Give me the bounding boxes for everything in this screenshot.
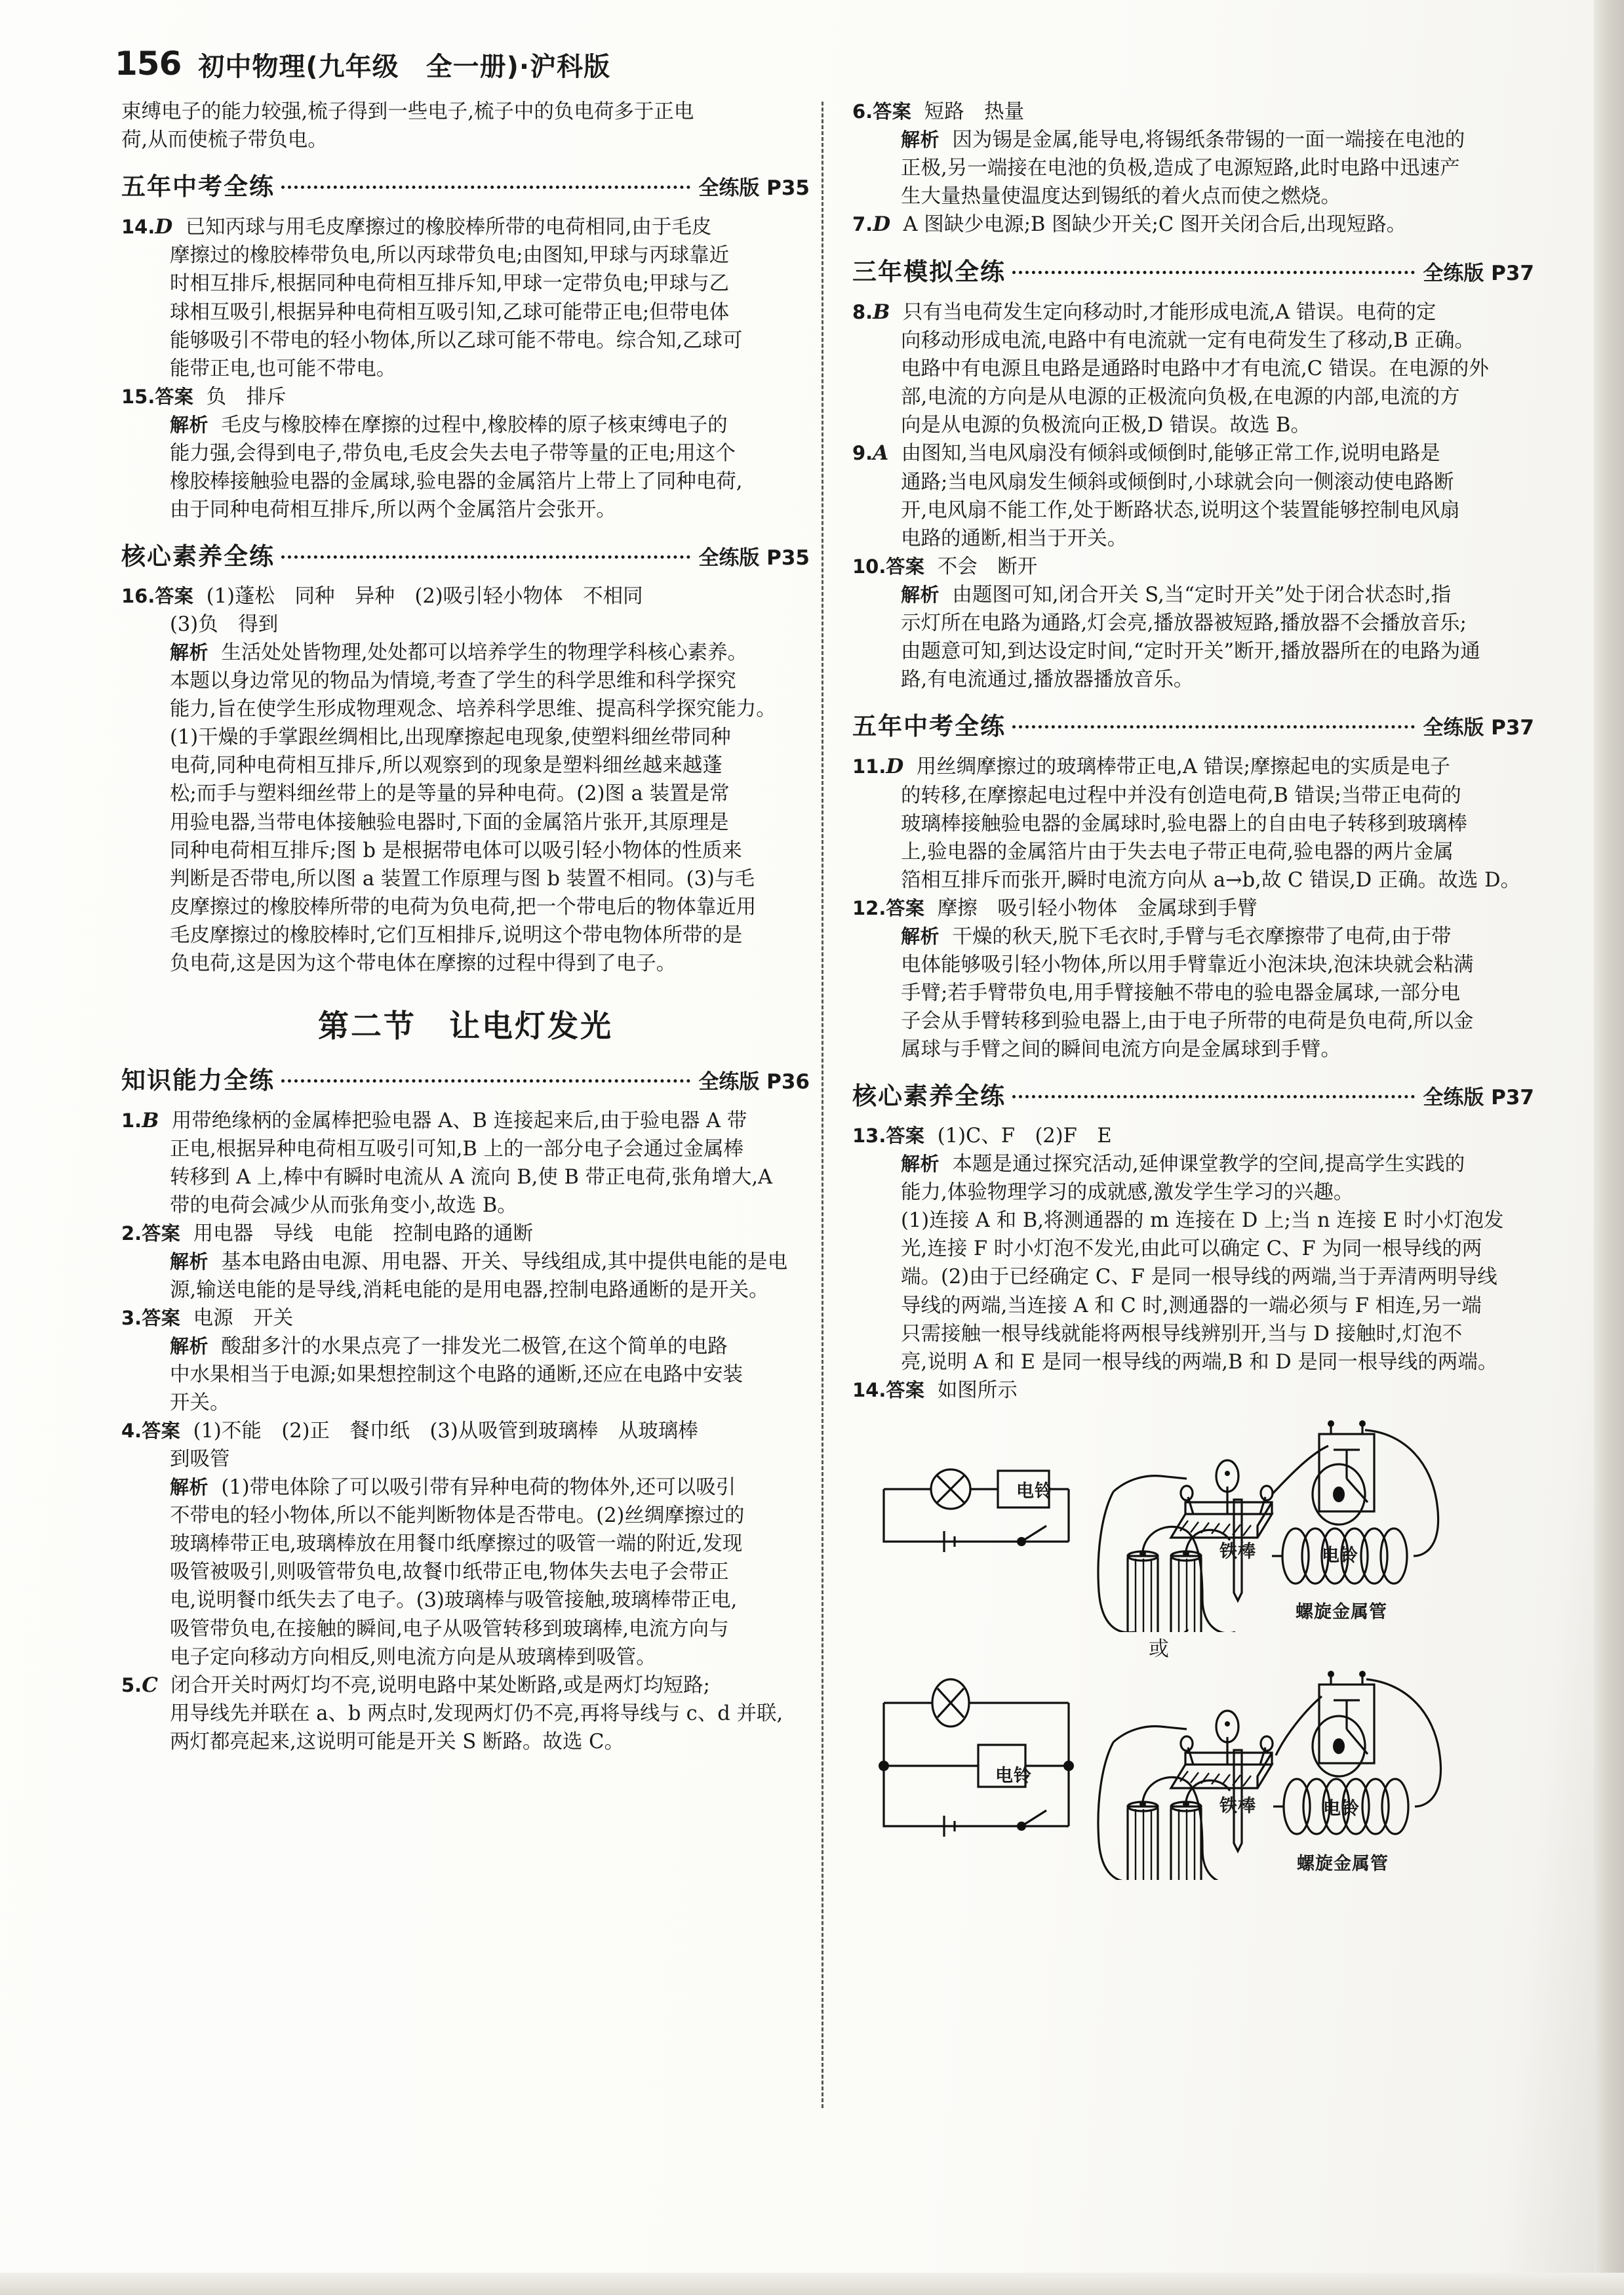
item-10 xyxy=(852,553,1534,580)
item-4-answer-line: 到吸管 xyxy=(170,1448,230,1471)
item-5-line: 用导线先并联在 a、b 两点时,发现两灯仍不亮,再将导线与 c、d 并联, xyxy=(170,1702,783,1726)
item-15 xyxy=(121,384,810,410)
bell-lower xyxy=(1313,1671,1374,1776)
item-12-explain xyxy=(852,923,1534,950)
item-16-explain xyxy=(121,639,810,666)
item-11-line: 玻璃棒接触验电器的金属球时,验电器上的自由电子转移到玻璃棒 xyxy=(901,812,1467,835)
item-answer-letter: A xyxy=(873,441,889,466)
item-number: 14. xyxy=(121,215,155,238)
item-2-explain xyxy=(121,1248,810,1275)
item-text: 已知丙球与用毛皮摩擦过的橡胶棒所带的电荷相同,由于毛皮 xyxy=(185,215,712,239)
page-number: 156 xyxy=(115,45,182,83)
item-12-explain-line: 手臂;若手臂带负电,用手臂接触不带电的验电器金属球,一部分电 xyxy=(901,981,1461,1005)
item-16-explain-line: 电荷,同种电荷相互排斥,所以观察到的现象是塑料细丝越来越蓬 xyxy=(170,754,723,778)
continuation-line: 荷,从而使梳子带负电。 xyxy=(121,129,328,152)
item-1-line: 转移到 A 上,棒中有瞬时电流从 A 流向 B,使 B 带正电荷,张角增大,A xyxy=(170,1166,773,1189)
figure-label-iron-rod: 铁棒 xyxy=(1219,1541,1256,1562)
item-answer-letter: D xyxy=(155,214,173,239)
explain-label: 解析 xyxy=(170,413,209,436)
item-text: A 图缺少电源;B 图缺少开关;C 图开关闭合后,出现短路。 xyxy=(903,213,1407,237)
item-9 xyxy=(852,440,1534,468)
page-right-edge-shadow xyxy=(1594,0,1624,2295)
answer-label: 答案 xyxy=(886,1125,925,1148)
item-4-explain-line: 电子定向移动方向相反,则电流方向是从玻璃棒到吸管。 xyxy=(170,1645,656,1669)
answer-text: 电源 开关 xyxy=(193,1307,294,1330)
page-bottom-edge-shadow xyxy=(0,2273,1624,2295)
explain-text: 酸甜多汁的水果点亮了一排发光二极管,在这个简单的电路 xyxy=(221,1335,728,1359)
section-page-ref: 全练版 P35 xyxy=(698,546,810,570)
item-16-explain-line: (1)干燥的手掌跟丝绸相比,出现摩擦起电现象,使塑料细丝带同种 xyxy=(170,726,731,749)
chapter-title: 第二节 让电灯发光 xyxy=(318,1008,613,1045)
item-12-explain-line: 电体能够吸引轻小物体,所以用手臂靠近小泡沫块,泡沫块就会粘满 xyxy=(901,953,1474,976)
item-number: 1. xyxy=(121,1109,142,1132)
explain-label: 解析 xyxy=(901,129,940,151)
figure-lower-svg xyxy=(852,1664,1534,1880)
item-14-line: 能带正电,也可能不带电。 xyxy=(170,357,397,380)
leader-dots xyxy=(281,555,690,559)
item-10-explain-line: 示灯所在电路为通路,灯会亮,播放器被短路,播放器不会播放音乐; xyxy=(901,612,1467,635)
item-13-explain-line: 光,连接 F 时小灯泡不发光,由此可以确定 C、F 为同一根导线的两 xyxy=(901,1237,1482,1261)
item-number: 10. xyxy=(852,555,886,578)
item-4 xyxy=(121,1418,810,1445)
item-13-explain-line: 只需接触一根导线就能将两根导线辨别开,当与 D 接触时,灯泡不 xyxy=(901,1322,1463,1346)
section-heading-zhishi-nengli xyxy=(121,1064,810,1097)
figure-label-bell-lower: 电铃 xyxy=(1323,1798,1360,1819)
item-1 xyxy=(121,1108,810,1135)
item-14-line: 摩擦过的橡胶棒带负电,所以丙球带负电;由图知,甲球与丙球靠近 xyxy=(170,244,730,268)
item-12-explain-line: 属球与手臂之间的瞬间电流方向是金属球到手臂。 xyxy=(901,1037,1341,1061)
section-title: 五年中考全练 xyxy=(852,712,1006,741)
item-3-explain xyxy=(121,1333,810,1360)
item-2 xyxy=(121,1220,810,1247)
section-title: 五年中考全练 xyxy=(121,172,275,201)
explain-text: 由题图可知,闭合开关 S,当“定时开关”处于闭合状态时,指 xyxy=(952,584,1452,607)
item-13 xyxy=(852,1123,1534,1149)
item-number: 13. xyxy=(852,1125,886,1148)
figure-label-bell-box-lower: 电铃 xyxy=(995,1765,1032,1786)
item-number: 9. xyxy=(852,442,873,465)
item-10-explain-line: 由题意可知,到达设定时间,“定时开关”断开,播放器所在的电路为通 xyxy=(901,640,1480,664)
figure-upper-svg xyxy=(852,1416,1534,1632)
explain-label: 解析 xyxy=(170,1250,209,1273)
lower-parallel-circuit xyxy=(879,1679,1074,1837)
item-answer-letter: D xyxy=(886,754,904,778)
section-heading-wunian-zhongkao-2 xyxy=(852,710,1534,743)
figure-label-spiral-tube-lower: 螺旋金属管 xyxy=(1297,1853,1389,1874)
answer-label: 答案 xyxy=(873,100,912,123)
section-title: 核心素养全练 xyxy=(121,542,275,570)
item-5-line: 两灯都亮起来,这说明可能是开关 S 断路。故选 C。 xyxy=(170,1730,625,1754)
explain-label: 解析 xyxy=(170,641,209,664)
item-1-line: 正电,根据异种电荷相互吸引可知,B 上的一部分电子会通过金属棒 xyxy=(170,1138,743,1161)
figure-label-bell-box: 电铃 xyxy=(1016,1481,1053,1502)
item-9-line: 开,电风扇不能工作,处于断路状态,说明这个装置能够控制电风扇 xyxy=(901,498,1460,522)
item-11-line: 上,验电器的金属箔片由于失去电子带正电荷,验电器的两片金属 xyxy=(901,840,1454,864)
item-13-explain-line: 端。(2)由于已经确定 C、F 是同一根导线的两端,当于弄清两明导线 xyxy=(901,1266,1497,1289)
item-text: 只有当电荷发生定向移动时,才能形成电流,A 错误。电荷的定 xyxy=(902,300,1436,324)
item-15-explain xyxy=(121,412,810,439)
lower-bell-assembly xyxy=(1098,1671,1440,1880)
right-column xyxy=(852,98,1534,1874)
explain-text: 干燥的秋天,脱下毛衣时,手臂与毛衣摩擦带了电荷,由于带 xyxy=(952,925,1452,948)
item-number: 8. xyxy=(852,300,873,323)
item-16-explain-line: 判断是否带电,所以图 a 装置工作原理与图 b 装置不相同。(3)与毛 xyxy=(170,867,755,890)
item-15-explain-line: 由于同种电荷相互排斥,所以两个金属箔片会张开。 xyxy=(170,498,616,521)
leader-dots xyxy=(1012,725,1415,728)
item-14-line: 能够吸引不带电的轻小物体,所以乙球可能不带电。综合知,乙球可 xyxy=(170,329,743,352)
item-11-line: 箔相互排斥而张开,瞬时电流方向从 a→b,故 C 错误,D 正确。故选 D。 xyxy=(901,868,1521,892)
figure-label-bell: 电铃 xyxy=(1322,1545,1358,1566)
section-page-ref: 全练版 P37 xyxy=(1423,261,1534,285)
answer-label: 答案 xyxy=(155,585,194,608)
explain-text: 毛皮与橡胶棒在摩擦的过程中,橡胶棒的原子核束缚电子的 xyxy=(221,413,728,437)
item-16-explain-line: 负电荷,这是因为这个带电体在摩擦的过程中得到了电子。 xyxy=(170,951,677,975)
item-4-explain-line: 不带电的轻小物体,所以不能判断物体是否带电。(2)丝绸摩擦过的 xyxy=(170,1504,745,1528)
item-13-explain xyxy=(852,1151,1534,1178)
item-15-explain-line: 能力强,会得到电子,带负电,毛皮会失去电子带等量的正电;用这个 xyxy=(170,441,736,465)
section-heading-hexin-suyang-2 xyxy=(852,1080,1534,1113)
item-12 xyxy=(852,895,1534,922)
item-16-answer-line: (3)负 得到 xyxy=(170,613,279,637)
answer-text: 负 排斥 xyxy=(206,385,287,409)
answer-label: 答案 xyxy=(142,1222,181,1245)
figure-label-iron-rod-lower: 铁棒 xyxy=(1219,1795,1256,1816)
item-16-explain-line: 用验电器,当带电体接触验电器时,下面的金属箔片张开,其原理是 xyxy=(170,810,729,834)
item-10-explain-line: 路,有电流通过,播放器播放音乐。 xyxy=(901,668,1194,692)
item-16-explain-line: 毛皮摩擦过的橡胶棒时,它们互相排斥,说明这个带电物体所带的是 xyxy=(170,923,743,947)
knife-switch xyxy=(1171,1460,1273,1538)
item-11-line: 的转移,在摩擦起电过程中并没有创造电荷,B 错误;当带正电荷的 xyxy=(901,784,1461,807)
knife-switch-lower xyxy=(1171,1711,1273,1788)
explain-label: 解析 xyxy=(901,584,940,606)
section-page-ref: 全练版 P35 xyxy=(698,176,810,201)
item-number: 12. xyxy=(852,896,886,919)
leader-dots xyxy=(281,186,690,189)
item-5 xyxy=(121,1672,810,1700)
continuation-line: 束缚电子的能力较强,梳子得到一些电子,梳子中的负电荷多于正电 xyxy=(121,100,694,123)
item-14-answer xyxy=(852,1377,1534,1404)
item-7 xyxy=(852,211,1534,239)
explain-label: 解析 xyxy=(170,1335,209,1358)
item-text: 用丝绸摩擦过的玻璃棒带正电,A 错误;摩擦起电的实质是电子 xyxy=(916,755,1450,778)
item-14-line: 时相互排斥,根据同种电荷相互排斥知,甲球一定带负电;甲球与乙 xyxy=(170,272,730,296)
section-heading-sannian-moni xyxy=(852,256,1534,289)
explain-text: 本题是通过探究活动,延伸课堂教学的空间,提高学生实践的 xyxy=(952,1153,1465,1176)
column-divider xyxy=(822,102,823,2108)
page-header xyxy=(115,45,1426,83)
item-number: 4. xyxy=(121,1420,142,1443)
answer-text: 摩擦 吸引轻小物体 金属球到手臂 xyxy=(937,896,1258,920)
item-number: 6. xyxy=(852,100,873,123)
answer-label: 答案 xyxy=(142,1420,181,1443)
item-answer-letter: D xyxy=(873,212,891,237)
item-number: 11. xyxy=(852,755,886,778)
item-16-explain-line: 同种电荷相互排斥;图 b 是根据带电体可以吸引轻小物体的性质来 xyxy=(170,839,742,862)
answer-figure xyxy=(852,1416,1534,1874)
item-16-explain-line: 能力,旨在使学生形成物理观念、培养科学思维、提高科学探究能力。 xyxy=(170,698,776,721)
item-number: 2. xyxy=(121,1222,142,1245)
item-4-explain xyxy=(121,1474,810,1501)
item-number: 5. xyxy=(121,1673,142,1696)
item-text: 由图知,当电风扇没有倾斜或倾倒时,能够正常工作,说明电路是 xyxy=(901,442,1440,466)
item-8-line: 向移动形成电流,电路中有电流就一定有电荷发生了移动,B 正确。 xyxy=(901,329,1475,353)
answer-text: (1)C、F (2)F E xyxy=(937,1125,1112,1148)
item-4-explain-line: 玻璃棒带正电,玻璃棒放在用餐巾纸摩擦过的吸管一端的附近,发现 xyxy=(170,1532,743,1556)
item-15-explain-line: 橡胶棒接触验电器的金属球,验电器的金属箔片上带上了同种电荷, xyxy=(170,469,743,493)
item-1-line: 带的电荷会减少从而张角变小,故选 B。 xyxy=(170,1194,517,1218)
item-number: 7. xyxy=(852,213,873,236)
item-16-explain-line: 本题以身边常见的物品为情境,考查了学生的科学思维和科学探究 xyxy=(170,669,736,693)
section-heading-hexin-suyang xyxy=(121,540,810,573)
figure-label-spiral-tube: 螺旋金属管 xyxy=(1296,1601,1387,1622)
item-8-line: 电路中有电源且电路是通路时电路中才有电流,C 错误。在电源的外 xyxy=(901,357,1489,381)
item-12-explain-line: 子会从手臂转移到验电器上,由于电子所带的电荷是负电荷,所以金 xyxy=(901,1009,1474,1033)
item-8-line: 部,电流的方向是从电源的正极流向负极,在电源的内部,电流的方 xyxy=(901,386,1460,409)
item-13-explain-line: 亮,说明 A 和 E 是同一根导线的两端,B 和 D 是同一根导线的两端。 xyxy=(901,1350,1498,1374)
section-page-ref: 全练版 P37 xyxy=(1423,1085,1534,1109)
item-13-explain-line: 导线的两端,当连接 A 和 C 时,测通器的一端必须与 F 相连,另一端 xyxy=(901,1294,1482,1317)
item-6-explain-line: 正极,另一端接在电池的负极,造成了电源短路,此时电路中迅速产 xyxy=(901,157,1460,180)
item-11 xyxy=(852,753,1534,781)
explain-label: 解析 xyxy=(170,1476,209,1499)
item-6-explain xyxy=(852,127,1534,153)
explain-text: (1)带电体除了可以吸引带有异种电荷的物体外,还可以吸引 xyxy=(221,1476,736,1500)
item-text: 用带绝缘柄的金属棒把验电器 A、B 连接起来后,由于验电器 A 带 xyxy=(171,1109,747,1132)
answer-text: 短路 热量 xyxy=(924,100,1025,123)
item-14-line: 球相互吸引,根据异种电荷相互吸引知,乙球可能带正电;但带电体 xyxy=(170,300,730,324)
item-6 xyxy=(852,98,1534,125)
leader-dots xyxy=(281,1079,690,1083)
leader-dots xyxy=(1012,1095,1415,1098)
item-10-explain xyxy=(852,582,1534,609)
item-3 xyxy=(121,1305,810,1332)
section-title: 三年模拟全练 xyxy=(852,257,1006,286)
answer-label: 答案 xyxy=(886,896,925,919)
item-14 xyxy=(121,214,810,241)
item-8-line: 向是从电源的负极流向正极,D 错误。故选 B。 xyxy=(901,414,1311,437)
book-title: 初中物理(九年级 全一册)·沪科版 xyxy=(198,52,611,82)
answer-text: 如图所示 xyxy=(937,1378,1018,1402)
item-answer-letter: B xyxy=(873,300,890,324)
answer-text: (1)不能 (2)正 餐巾纸 (3)从吸管到玻璃棒 从玻璃棒 xyxy=(193,1420,698,1443)
answer-text: (1)蓬松 同种 异种 (2)吸引轻小物体 不相同 xyxy=(206,585,643,609)
item-4-explain-line: 吸管被吸引,则吸管带负电,故餐巾纸带正电,物体失去电子会带正 xyxy=(170,1561,729,1584)
item-number: 15. xyxy=(121,385,155,408)
section-title: 核心素养全练 xyxy=(852,1081,1006,1110)
section-page-ref: 全练版 P37 xyxy=(1423,716,1534,740)
item-13-explain-line: 能力,体验物理学习的成就感,激发学生学习的兴趣。 xyxy=(901,1181,1354,1205)
answer-label: 答案 xyxy=(155,385,194,408)
item-answer-letter: C xyxy=(142,1673,158,1697)
item-9-line: 电路的通断,相当于开关。 xyxy=(901,527,1128,550)
explain-label: 解析 xyxy=(901,925,940,948)
section-page-ref: 全练版 P36 xyxy=(698,1069,810,1094)
item-3-explain-line: 开关。 xyxy=(170,1391,230,1415)
answer-label: 答案 xyxy=(886,1378,925,1401)
item-13-explain-line: (1)连接 A 和 B,将测通器的 m 连接在 D 上;当 n 连接 E 时小灯泡发 xyxy=(901,1209,1504,1233)
left-column xyxy=(121,98,810,1757)
item-number: 14. xyxy=(852,1378,886,1401)
item-16-explain-line: 松;而手与塑料细丝带上的是等量的异种电荷。(2)图 a 装置是常 xyxy=(170,782,730,806)
item-8 xyxy=(852,299,1534,327)
answer-text: 用电器 导线 电能 控制电路的通断 xyxy=(193,1222,534,1246)
item-number: 16. xyxy=(121,585,155,608)
explain-label: 解析 xyxy=(901,1153,940,1176)
answer-label: 答案 xyxy=(886,555,925,578)
item-4-explain-line: 电,说明餐巾纸失去了电子。(3)玻璃棒与吸管接触,玻璃棒带正电, xyxy=(170,1589,738,1612)
explain-text: 因为锡是金属,能导电,将锡纸条带锡的一面一端接在电池的 xyxy=(952,129,1465,152)
answer-label: 答案 xyxy=(142,1307,181,1330)
item-2-explain-line: 源,输送电能的是导线,消耗电能的是用电器,控制电路通断的是开关。 xyxy=(170,1279,769,1302)
leader-dots xyxy=(1012,271,1415,274)
bell xyxy=(1313,1420,1374,1525)
item-16-explain-line: 皮摩擦过的橡胶棒所带的电荷为负电荷,把一个带电后的物体靠近用 xyxy=(170,895,757,919)
explain-text: 基本电路由电源、用电器、开关、导线组成,其中提供电能的是电 xyxy=(221,1250,788,1274)
item-answer-letter: B xyxy=(142,1108,159,1132)
figure-or-label: 或 xyxy=(1149,1637,1169,1661)
explain-text: 生活处处皆物理,处处都可以培养学生的物理学科核心素养。 xyxy=(221,641,748,665)
section-title: 知识能力全练 xyxy=(121,1066,275,1094)
item-16 xyxy=(121,583,810,610)
section-heading-wunian-zhongkao xyxy=(121,170,810,203)
answer-text: 不会 断开 xyxy=(937,555,1038,578)
item-9-line: 通路;当电风扇发生倾斜或倾倒时,小球就会向一侧滚动使电路断 xyxy=(901,470,1454,494)
item-3-explain-line: 中水果相当于电源;如果想控制这个电路的通断,还应在电路中安装 xyxy=(170,1363,743,1387)
item-4-explain-line: 吸管带负电,在接触的瞬间,电子从吸管转移到玻璃棒,电流方向与 xyxy=(170,1617,729,1641)
battery-cells-lower xyxy=(1128,1777,1235,1880)
item-text: 闭合开关时两灯均不亮,说明电路中某处断路,或是两灯均短路; xyxy=(170,1673,710,1697)
item-number: 3. xyxy=(121,1307,142,1330)
item-6-explain-line: 生大量热量使温度达到锡纸的着火点而使之燃烧。 xyxy=(901,185,1341,209)
